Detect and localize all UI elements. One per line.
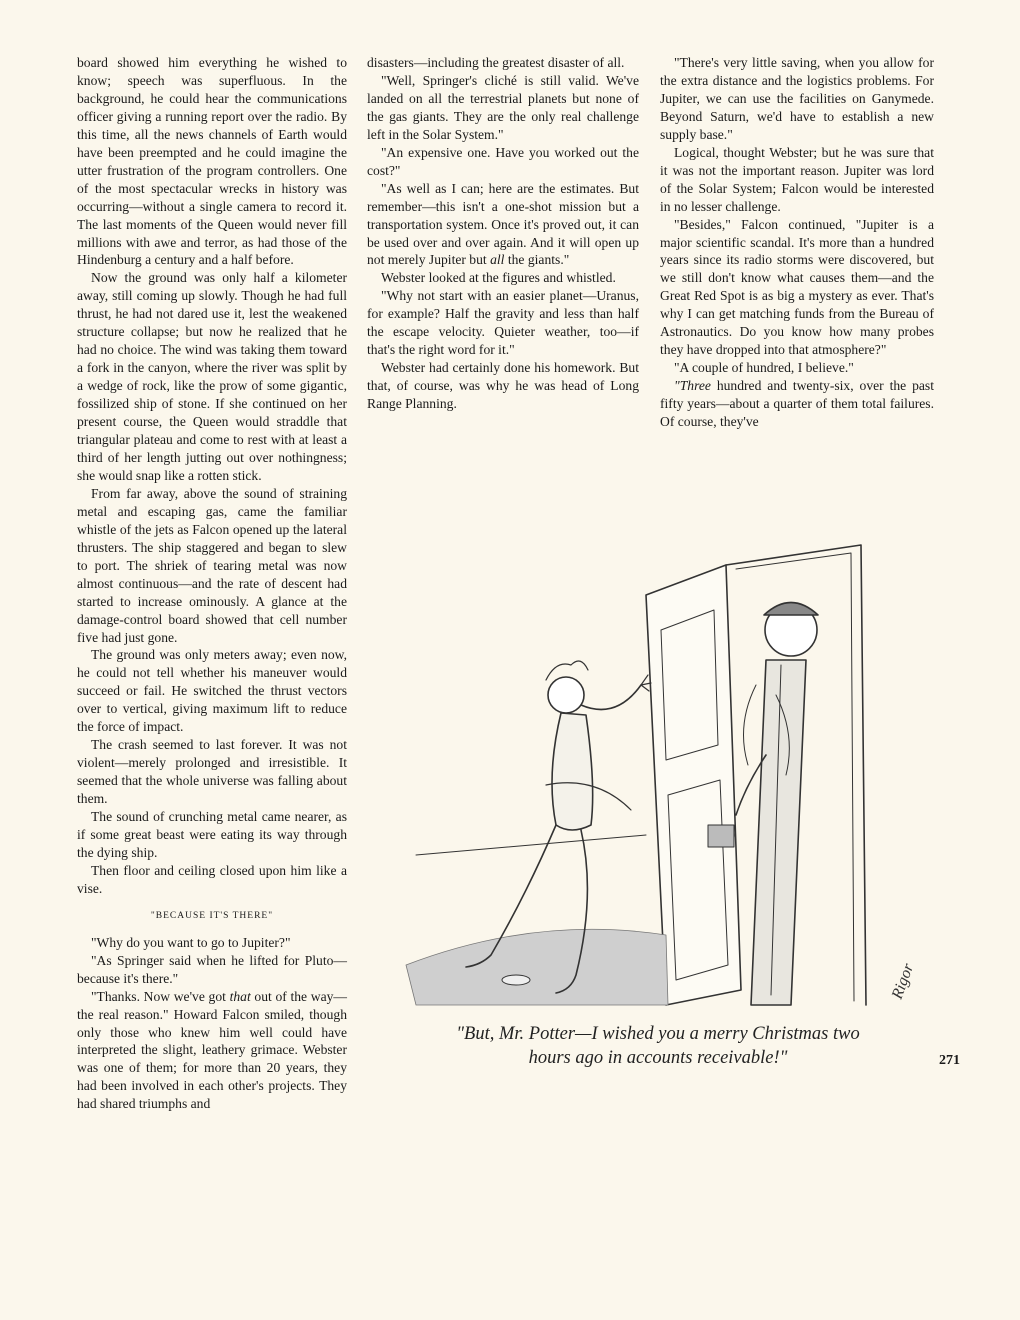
floor-line [416, 835, 646, 855]
caption-line: hours ago in accounts receivable!" [528, 1048, 788, 1068]
paragraph: "A couple of hundred, I believe." [674, 360, 854, 376]
paragraph: Webster looked at the figures and whistled. [381, 270, 616, 286]
emphasis: that [229, 988, 251, 1004]
emphasis: "Three [674, 378, 711, 394]
cartoon-caption [398, 1022, 918, 1070]
paragraph: Logical, thought Webster; but he was sure that it was not the important reason. Jupiter was lord of the Solar System; Falcon would be interested in no lesser challenge. [660, 144, 934, 214]
text-run: the giants." [504, 252, 570, 268]
paragraph: Now the ground was only half a kilometer away, still coming up slowly. Though he had full thrust, he had not dared use it, lest the weakened structure collapse; but now he realized that he had no choice. The wind was taking them toward a fork in the canyon, where the river was split by a wedge of rock, like the prow of some gigantic, fossilized ship of stone. If she continued on her present course, the Queen would straddle that triangular plateau and come to rest with at least a third of her length jutting out over nothingness; she would snap like a rotten stick. [77, 270, 347, 483]
emphasis: all [490, 252, 505, 268]
text-column-1 [77, 54, 347, 1113]
paragraph: "Why do you want to go to Jupiter?" [91, 934, 291, 950]
paragraph: "An expensive one. Have you worked out the cost?" [367, 144, 639, 178]
paragraph: board showed him everything he wished to know; speech was superfluous. In the background, he could hear the communications officer giving a running report over the radio. By this time, all the news channels of Earth would have been preempted and he could imagine the utter frustration of the program controllers. One of the most spectacular wrecks in history was occurring—without a single camera to record it. The last moments of the Queen would never fill millions with awe and terror, as had those of the Hindenburg a century and a half before. [77, 55, 347, 268]
paragraph [367, 180, 639, 270]
text-run: "Thanks. Now we've got [91, 988, 230, 1004]
paragraph: "As Springer said when he lifted for Pluto—because it's there." [77, 952, 347, 986]
paragraph: The crash seemed to last forever. It was not violent—merely prolonged and irresistible. It seemed that the whole universe was falling about them. [77, 737, 347, 807]
paragraph: From far away, above the sound of straining metal and escaping gas, came the familiar whistle of the jets as Falcon opened up the lateral thrusters. The ship staggered and began to slew to port. The shriek of tearing metal was now almost continuous—and the rate of descent had started to increase ominously. A glance at the damage-control board showed that cell number five had just gone. [77, 485, 347, 645]
text-run: out of the way—the real reason." Howard Falcon smiled, though only those who knew him well could have interpreted the slight, leathery grimace. Webster was one of them; for more than 20 years, they had been involved in each other's projects. They had shared triumphs and [77, 988, 347, 1112]
paragraph: The sound of crunching metal came nearer, as if some great beast were eating its way through the dying ship. [77, 809, 347, 860]
paragraph: "Why not start with an easier planet—Uranus, for example? Half the gravity and less than half the escape velocity. Quieter weather, too—if that's the right word for it." [367, 288, 639, 358]
paragraph: Webster had certainly done his homework. But that, of course, was why he was head of Long Range Planning. [367, 360, 639, 412]
cartoon-illustration [396, 535, 944, 1015]
carpet [406, 929, 668, 1005]
text-column-3 [660, 54, 934, 431]
paragraph: Then floor and ceiling closed upon him like a vise. [77, 862, 347, 896]
text-run: hundred and twenty-six, over the past fifty years—about a quarter of them total failures. Of course, they've [660, 378, 934, 430]
paragraph [77, 988, 347, 1114]
section-subhead: "BECAUSE IT'S THERE" [150, 910, 274, 921]
paragraph: "There's very little saving, when you allow for the extra distance and the logistics problems. For Jupiter, we can use the facilities on Ganymede. Beyond Saturn, we'd have to establish a new supply base." [660, 55, 934, 142]
text-run: "As well as I can; here are the estimates. But remember—this isn't a one-shot mission but a transportation system. Once it's proved out, it can be used over and over again. And it will open up not merely Jupiter but [367, 180, 639, 268]
artist-signature: Rigor [888, 961, 918, 1002]
paragraph: The ground was only meters away; even now, he could not tell whether his maneuver would succeed or fail. He switched the thrust vectors over to vertical, giving maximum lift to reduce the force of impact. [77, 647, 347, 735]
paragraph: "Well, Springer's cliché is still valid. We've landed on all the terrestrial planets but none of the gas giants. They are the only real challenge left in the Solar System." [367, 72, 639, 142]
paragraph: "Besides," Falcon continued, "Jupiter is a major scientific scandal. It's more than a hundred years since its radio storms were discovered, but we still don't know what causes them—and the Great Red Spot is as big a mystery as ever. That's why I can get matching funds from the Bureau of Astronautics. Do you know how many probes they have dropped into that atmosphere?" [660, 216, 934, 358]
text-column-2 [367, 54, 639, 413]
paragraph: disasters—including the greatest disaster of all. [367, 55, 625, 70]
paragraph [660, 377, 934, 431]
page-number: 271 [939, 1053, 960, 1068]
caption-line: "But, Mr. Potter—I wished you a merry Christmas two [456, 1024, 860, 1044]
